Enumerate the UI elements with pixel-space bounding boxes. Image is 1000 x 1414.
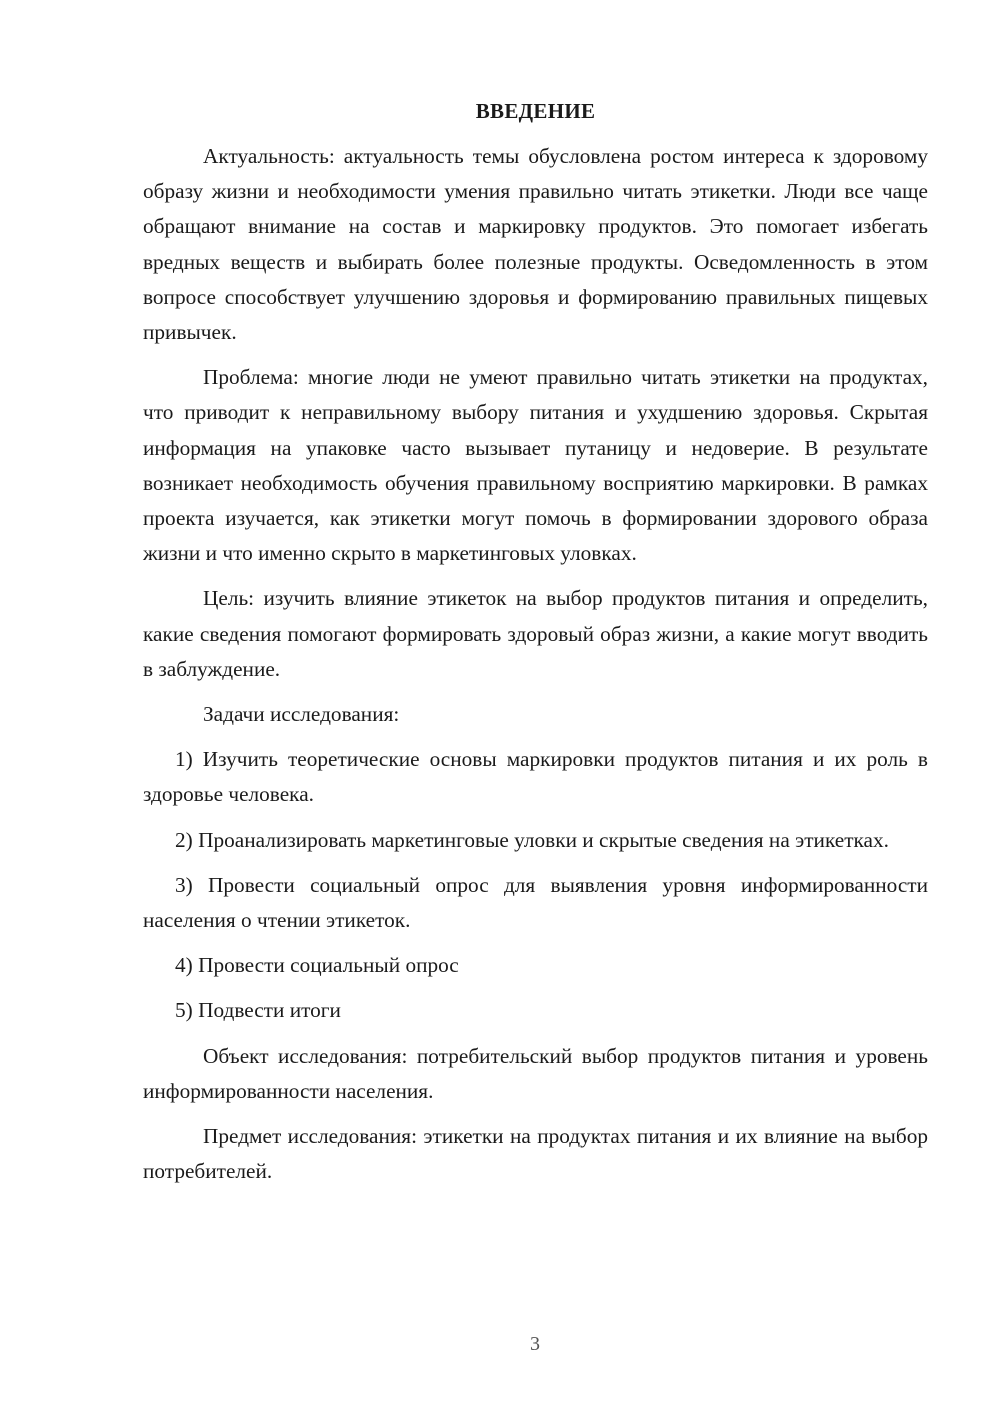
task-item-1: 1) Изучить теоретические основы маркировки продуктов питания и их роль в здоровье человека. [143, 747, 928, 807]
page-title: ВВЕДЕНИЕ [475, 99, 596, 123]
task-item-4: 4) Провести социальный опрос [175, 953, 459, 978]
task-item-5: 5) Подвести итоги [175, 998, 341, 1023]
goal-paragraph: Цель: изучить влияние этикеток на выбор продуктов питания и определить, какие сведения помогают формировать здоровый образ жизни, а какие могут вводить в заблуждение. [143, 586, 928, 681]
relevance-paragraph: Актуальность: актуальность темы обусловлена ростом интереса к здоровому образу жизни и необходимости умения правильно читать этикетки. Люди все чаще обращают внимание на состав и маркировку продуктов. Это помогает избегать вредных веществ и выбирать более полезные продукты. Осведомленность в этом вопросе способствует улучшению здоровья и формированию правильных пищевых привычек. [143, 144, 928, 345]
subject-paragraph: Предмет исследования: этикетки на продуктах питания и их влияние на выбор потребителей. [143, 1124, 928, 1184]
task-item-2: 2) Проанализировать маркетинговые уловки и скрытые сведения на этикетках. [175, 827, 889, 852]
object-paragraph: Объект исследования: потребительский выбор продуктов питания и уровень информированности населения. [143, 1043, 928, 1103]
document-page [143, 94, 928, 1199]
task-item-3: 3) Провести социальный опрос для выявления уровня информированности населения о чтении этикеток. [143, 872, 928, 933]
problem-paragraph: Проблема: многие люди не умеют правильно читать этикетки на продуктах, что приводит к неправильному выбору питания и ухудшению здоровья. Скрытая информация на упаковке часто вызывает путаницу и недоверие. В результате возникает необходимость обучения правильному восприятию маркировки. В рамках проекта изучается, как этикетки могут помочь в формировании здорового образа жизни и что именно скрыто в маркетинговых уловках. [143, 365, 928, 566]
tasks-heading: Задачи исследования: [203, 702, 400, 727]
page-number: 3 [530, 1333, 540, 1355]
